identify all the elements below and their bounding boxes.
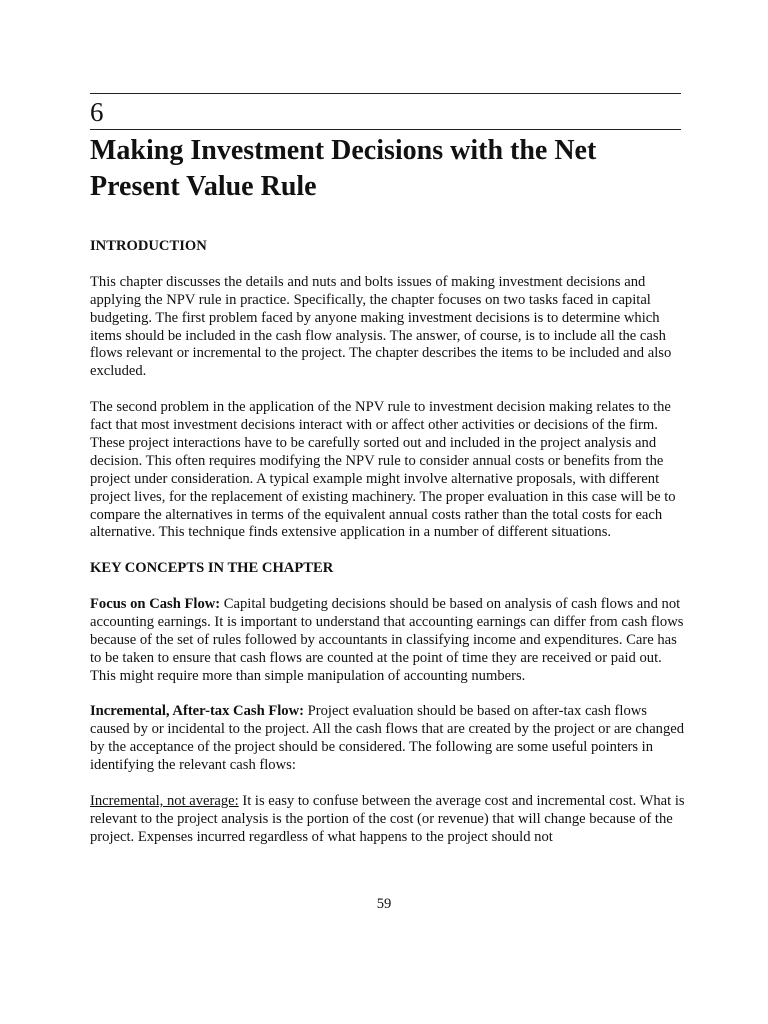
concept-paragraph-not-average	[90, 793, 690, 847]
chapter-title: Making Investment Decisions with the Net Present Value Rule	[90, 135, 597, 202]
concept-lead-incremental: Incremental, After-tax Cash Flow:	[90, 703, 304, 720]
section-heading-introduction: INTRODUCTION	[90, 238, 207, 254]
page-number: 59	[376, 896, 392, 912]
concept-paragraph-incremental	[90, 703, 690, 775]
intro-paragraph-2: The second problem in the application of the NPV rule to investment decision making relates to the fact that most investment decisions interact with or affect other activities or decisions of the firm. These project interactions have to be carefully sorted out and included in the project analysis and decision. This often requires modifying the NPV rule to consider annual costs or benefits from the project under consideration. A typical example might involve alternative proposals, with different project lives, for the replacement of existing machinery. The proper evaluation in this case will be to compare the alternatives in terms of the equivalent annual costs rather than the total costs for each alternative. This technique finds extensive application in a number of different situations.	[90, 399, 676, 541]
title-rule	[90, 129, 681, 130]
concept-text-not-average: It is easy to confuse between the average cost and incremental cost. What is relevant to the project analysis is the portion of the cost (or revenue) that will change because of the project. Expenses incurred regardless of what happens to the project should not	[90, 793, 685, 845]
concept-paragraph-cash-flow	[90, 596, 690, 686]
concept-lead-not-average: Incremental, not average:	[90, 793, 239, 809]
section-heading-key-concepts: KEY CONCEPTS IN THE CHAPTER	[90, 560, 334, 577]
chapter-body	[90, 238, 690, 865]
concept-text-cash-flow: Capital budgeting decisions should be based on analysis of cash flows and not accounting earnings. It is important to understand that accounting earnings can differ from cash flows because of the set of rules followed by accountants in classifying income and expenditures. Care has to be taken to ensure that cash flows are counted at the point of time they are received or paid out. This might require more than simple manipulation of accounting numbers.	[90, 596, 684, 684]
concept-text-incremental: Project evaluation should be based on after-tax cash flows caused by or incidental to the project. All the cash flows that are created by the project or are changed by the acceptance of the project should be considered. The following are some useful pointers in identifying the relevant cash flows:	[90, 703, 685, 774]
top-rule	[90, 93, 681, 94]
chapter-number: 6	[90, 97, 104, 127]
concept-lead-cash-flow: Focus on Cash Flow:	[90, 596, 221, 613]
intro-paragraph-1: This chapter discusses the details and nuts and bolts issues of making investment decisions and applying the NPV rule in practice. Specifically, the chapter focuses on two tasks faced in capital budgeting. The first problem faced by anyone making investment decisions is to determine which items should be included in the cash flow analysis. The answer, of course, is to include all the cash flows relevant or incremental to the project. The chapter describes the items to be included and also excluded.	[90, 273, 672, 380]
